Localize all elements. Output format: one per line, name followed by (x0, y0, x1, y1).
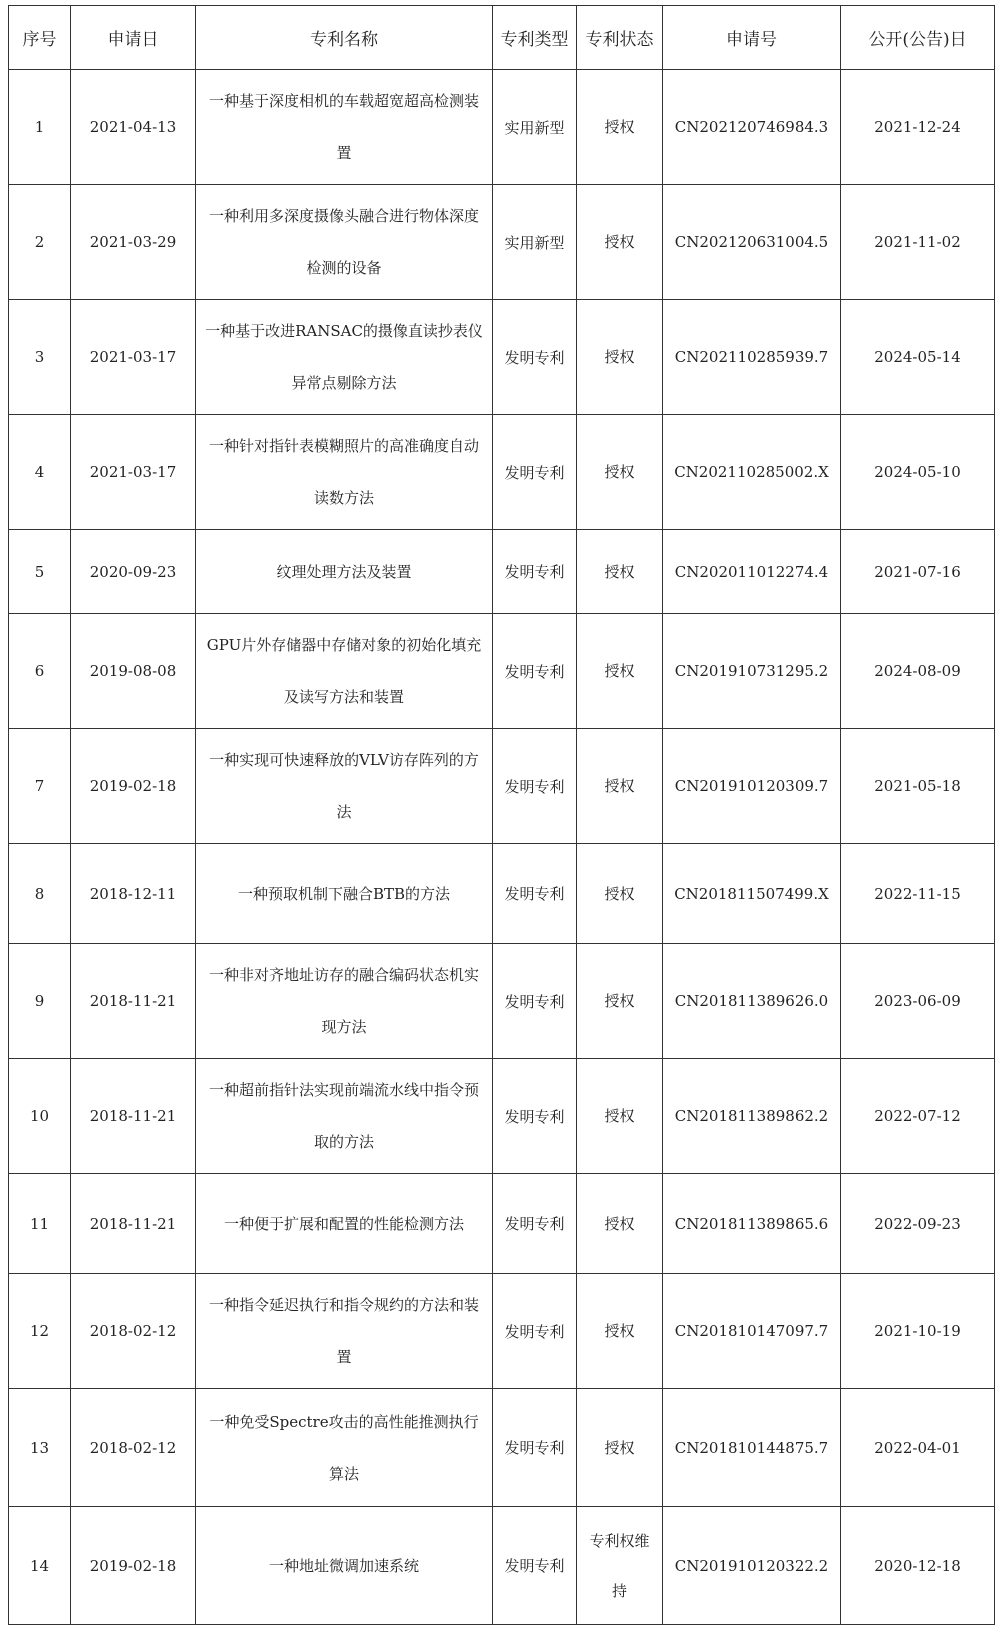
cell-patent-name: 一种利用多深度摄像头融合进行物体深度检测的设备 (196, 185, 493, 300)
cell-patent-type: 发明专利 (493, 844, 577, 944)
cell-index: 13 (9, 1389, 71, 1507)
cell-apply-date: 2021-03-17 (71, 300, 196, 415)
cell-index: 4 (9, 415, 71, 530)
cell-patent-type: 发明专利 (493, 944, 577, 1059)
header-publication-date: 公开(公告)日 (841, 6, 995, 70)
cell-patent-status: 授权 (577, 1059, 663, 1174)
patent-table (8, 5, 995, 1625)
cell-apply-number: CN201811389862.2 (663, 1059, 841, 1174)
cell-patent-status: 专利权维持 (577, 1507, 663, 1625)
cell-publication-date: 2022-11-15 (841, 844, 995, 944)
cell-apply-date: 2019-08-08 (71, 614, 196, 729)
cell-patent-type: 发明专利 (493, 614, 577, 729)
cell-publication-date: 2022-07-12 (841, 1059, 995, 1174)
cell-index: 12 (9, 1274, 71, 1389)
cell-patent-status: 授权 (577, 300, 663, 415)
cell-index: 7 (9, 729, 71, 844)
cell-patent-name: 一种便于扩展和配置的性能检测方法 (196, 1174, 493, 1274)
cell-apply-date: 2018-11-21 (71, 1174, 196, 1274)
cell-patent-status: 授权 (577, 944, 663, 1059)
cell-patent-type: 发明专利 (493, 1507, 577, 1625)
cell-index: 9 (9, 944, 71, 1059)
cell-patent-name: 一种基于改进RANSAC的摄像直读抄表仪异常点剔除方法 (196, 300, 493, 415)
cell-index: 8 (9, 844, 71, 944)
cell-apply-number: CN201811389865.6 (663, 1174, 841, 1274)
table-row (9, 844, 995, 944)
cell-index: 14 (9, 1507, 71, 1625)
cell-index: 1 (9, 70, 71, 185)
header-patent-type: 专利类型 (493, 6, 577, 70)
cell-patent-name: 一种预取机制下融合BTB的方法 (196, 844, 493, 944)
cell-apply-number: CN201910731295.2 (663, 614, 841, 729)
cell-apply-number: CN202110285002.X (663, 415, 841, 530)
cell-publication-date: 2022-09-23 (841, 1174, 995, 1274)
cell-patent-type: 实用新型 (493, 70, 577, 185)
cell-index: 3 (9, 300, 71, 415)
cell-apply-number: CN201910120322.2 (663, 1507, 841, 1625)
cell-patent-name: 一种基于深度相机的车载超宽超高检测装置 (196, 70, 493, 185)
cell-index: 5 (9, 530, 71, 614)
cell-patent-status: 授权 (577, 1389, 663, 1507)
cell-apply-date: 2019-02-18 (71, 1507, 196, 1625)
cell-apply-date: 2018-11-21 (71, 1059, 196, 1174)
cell-publication-date: 2024-08-09 (841, 614, 995, 729)
cell-patent-status: 授权 (577, 1174, 663, 1274)
cell-patent-type: 发明专利 (493, 729, 577, 844)
header-row (9, 6, 995, 70)
cell-publication-date: 2024-05-14 (841, 300, 995, 415)
cell-apply-number: CN202011012274.4 (663, 530, 841, 614)
cell-publication-date: 2021-07-16 (841, 530, 995, 614)
cell-patent-status: 授权 (577, 1274, 663, 1389)
cell-apply-date: 2021-03-17 (71, 415, 196, 530)
cell-patent-status: 授权 (577, 185, 663, 300)
cell-apply-number: CN201810144875.7 (663, 1389, 841, 1507)
cell-publication-date: 2021-11-02 (841, 185, 995, 300)
table-row (9, 415, 995, 530)
table-row (9, 614, 995, 729)
cell-patent-type: 发明专利 (493, 1059, 577, 1174)
table-row (9, 1389, 995, 1507)
cell-patent-status: 授权 (577, 70, 663, 185)
cell-index: 6 (9, 614, 71, 729)
header-patent-status: 专利状态 (577, 6, 663, 70)
cell-publication-date: 2024-05-10 (841, 415, 995, 530)
cell-apply-number: CN201810147097.7 (663, 1274, 841, 1389)
cell-patent-name: 纹理处理方法及装置 (196, 530, 493, 614)
header-index: 序号 (9, 6, 71, 70)
table-row (9, 1059, 995, 1174)
cell-apply-number: CN202120631004.5 (663, 185, 841, 300)
table-row (9, 1507, 995, 1625)
cell-patent-name: 一种超前指针法实现前端流水线中指令预取的方法 (196, 1059, 493, 1174)
cell-patent-type: 发明专利 (493, 1174, 577, 1274)
cell-apply-number: CN201811389626.0 (663, 944, 841, 1059)
cell-index: 11 (9, 1174, 71, 1274)
cell-patent-status: 授权 (577, 729, 663, 844)
table-row (9, 1274, 995, 1389)
table-row (9, 1174, 995, 1274)
cell-publication-date: 2021-10-19 (841, 1274, 995, 1389)
cell-publication-date: 2022-04-01 (841, 1389, 995, 1507)
table-row (9, 300, 995, 415)
cell-apply-date: 2021-04-13 (71, 70, 196, 185)
cell-patent-name: GPU片外存储器中存储对象的初始化填充及读写方法和装置 (196, 614, 493, 729)
cell-patent-name: 一种针对指针表模糊照片的高准确度自动读数方法 (196, 415, 493, 530)
cell-patent-status: 授权 (577, 844, 663, 944)
cell-publication-date: 2023-06-09 (841, 944, 995, 1059)
cell-patent-type: 发明专利 (493, 415, 577, 530)
cell-patent-name: 一种指令延迟执行和指令规约的方法和装置 (196, 1274, 493, 1389)
cell-patent-name: 一种免受Spectre攻击的高性能推测执行算法 (196, 1389, 493, 1507)
table-row (9, 729, 995, 844)
cell-apply-number: CN201910120309.7 (663, 729, 841, 844)
table-row (9, 530, 995, 614)
cell-apply-date: 2018-12-11 (71, 844, 196, 944)
cell-patent-name: 一种非对齐地址访存的融合编码状态机实现方法 (196, 944, 493, 1059)
cell-publication-date: 2020-12-18 (841, 1507, 995, 1625)
cell-patent-status: 授权 (577, 614, 663, 729)
cell-publication-date: 2021-05-18 (841, 729, 995, 844)
cell-apply-date: 2020-09-23 (71, 530, 196, 614)
cell-patent-status: 授权 (577, 415, 663, 530)
cell-apply-date: 2019-02-18 (71, 729, 196, 844)
cell-patent-type: 发明专利 (493, 1389, 577, 1507)
table-row (9, 185, 995, 300)
cell-apply-number: CN202110285939.7 (663, 300, 841, 415)
cell-publication-date: 2021-12-24 (841, 70, 995, 185)
cell-patent-name: 一种实现可快速释放的VLV访存阵列的方法 (196, 729, 493, 844)
cell-patent-type: 发明专利 (493, 1274, 577, 1389)
cell-apply-number: CN202120746984.3 (663, 70, 841, 185)
header-apply-number: 申请号 (663, 6, 841, 70)
cell-patent-status: 授权 (577, 530, 663, 614)
cell-index: 2 (9, 185, 71, 300)
cell-index: 10 (9, 1059, 71, 1174)
table-row (9, 70, 995, 185)
cell-patent-type: 发明专利 (493, 530, 577, 614)
cell-patent-name: 一种地址微调加速系统 (196, 1507, 493, 1625)
table-row (9, 944, 995, 1059)
cell-apply-date: 2021-03-29 (71, 185, 196, 300)
patent-table-container (8, 5, 995, 1625)
cell-apply-date: 2018-02-12 (71, 1274, 196, 1389)
cell-apply-number: CN201811507499.X (663, 844, 841, 944)
header-apply-date: 申请日 (71, 6, 196, 70)
cell-patent-type: 发明专利 (493, 300, 577, 415)
cell-patent-type: 实用新型 (493, 185, 577, 300)
cell-apply-date: 2018-02-12 (71, 1389, 196, 1507)
header-patent-name: 专利名称 (196, 6, 493, 70)
cell-apply-date: 2018-11-21 (71, 944, 196, 1059)
